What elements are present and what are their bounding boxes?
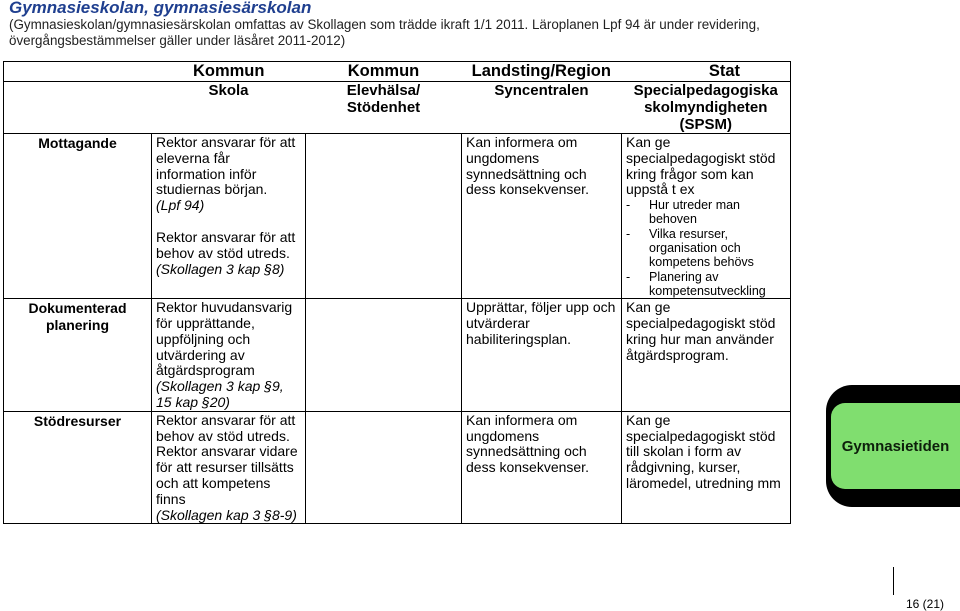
cell-elevhalsa-stodresurser bbox=[306, 411, 462, 524]
skola-text: Rektor ansvarar för att behov av stöd utreds. bbox=[156, 228, 296, 261]
column-header-spsm: Specialpedagogiska skolmyndigheten (SPSM) bbox=[622, 82, 791, 134]
skola-reference: (Skollagen kap 3 §8-9) bbox=[156, 506, 297, 523]
list-item: - Planering av kompetensutveckling bbox=[626, 269, 766, 298]
cell-syncentralen-planering: Upprättar, följer upp och utvärderar habiliteringsplan. bbox=[462, 299, 622, 412]
group-header-kommun-1: Kommun bbox=[192, 62, 265, 80]
table-group-header-row bbox=[4, 62, 791, 82]
table-row bbox=[4, 411, 791, 524]
section-tab-gymnasietiden bbox=[831, 403, 960, 489]
responsibility-table bbox=[3, 61, 791, 524]
spsm-list bbox=[626, 198, 787, 298]
row-label-mottagande: Mottagande bbox=[4, 134, 152, 299]
section-tab-label: Gymnasietiden bbox=[841, 437, 950, 455]
spsm-intro: Kan ge specialpedagogiskt stöd kring frågor som kan uppstå t ex bbox=[626, 134, 776, 198]
cell-elevhalsa-mottagande bbox=[306, 134, 462, 299]
group-header-cell bbox=[4, 62, 791, 82]
column-header-syncentralen: Syncentralen bbox=[462, 82, 622, 134]
skola-text: Rektor ansvarar för att behov av stöd utreds. Rektor ansvarar vidare för att resurser tillsätts och att kompetens finns bbox=[156, 411, 298, 507]
list-item: - Hur utreder man behoven bbox=[626, 198, 741, 227]
column-header-skola: Skola bbox=[152, 82, 306, 134]
cell-elevhalsa-planering bbox=[306, 299, 462, 412]
skola-reference: (Skollagen 3 kap §8) bbox=[156, 260, 285, 277]
table-column-header-row bbox=[4, 82, 791, 134]
column-header-elevhalsa: Elevhälsa/ Stödenhet bbox=[306, 82, 462, 134]
cell-skola-mottagande bbox=[152, 134, 306, 299]
cell-skola-stodresurser bbox=[152, 411, 306, 524]
table-row bbox=[4, 299, 791, 412]
footer-divider bbox=[893, 567, 894, 595]
cell-syncentralen-mottagande: Kan informera om ungdomens synnedsättning och dess konsekvenser. bbox=[462, 134, 622, 299]
cell-skola-planering bbox=[152, 299, 306, 412]
cell-spsm-planering: Kan ge specialpedagogiskt stöd kring hur man använder åtgärdsprogram. bbox=[622, 299, 791, 412]
row-label-dokumenterad-planering: Dokumenterad planering bbox=[4, 299, 152, 412]
page-title: Gymnasieskolan, gymnasiesärskolan bbox=[9, 0, 312, 17]
group-header-stat: Stat bbox=[708, 62, 741, 80]
cell-spsm-stodresurser: Kan ge specialpedagogiskt stöd till skolan i form av rådgivning, kurser, läromedel, utredning mm bbox=[622, 411, 791, 524]
skola-reference: (Lpf 94) bbox=[156, 197, 205, 214]
skola-text: Rektor ansvarar för att eleverna får information inför studiernas början. bbox=[156, 134, 296, 198]
corner-cell bbox=[4, 82, 152, 134]
group-header-kommun-2: Kommun bbox=[347, 62, 420, 80]
row-label-stodresurser: Stödresurser bbox=[4, 411, 152, 524]
group-header-landsting: Landsting/Region bbox=[471, 62, 611, 80]
cell-syncentralen-stodresurser: Kan informera om ungdomens synnedsättning och dess konsekvenser. bbox=[462, 411, 622, 524]
table-row bbox=[4, 134, 791, 299]
cell-spsm-mottagande bbox=[622, 134, 791, 299]
skola-text: Rektor huvudansvarig för upprättande, uppföljning och utvärdering av åtgärdsprogram bbox=[156, 299, 293, 379]
page-number: 16 (21) bbox=[906, 597, 945, 611]
page-subtitle: (Gymnasieskolan/gymnasiesärskolan omfattas av Skollagen som trädde ikraft 1/1 2011. Läroplanen Lpf 94 är under revidering, övergångsbestämmelser gäller under läsåret 2011-2012) bbox=[9, 17, 760, 48]
list-item: - Vilka resurser, organisation och kompetens behövs bbox=[626, 226, 754, 270]
skola-reference: (Skollagen 3 kap §9, 15 kap §20) bbox=[156, 378, 284, 411]
